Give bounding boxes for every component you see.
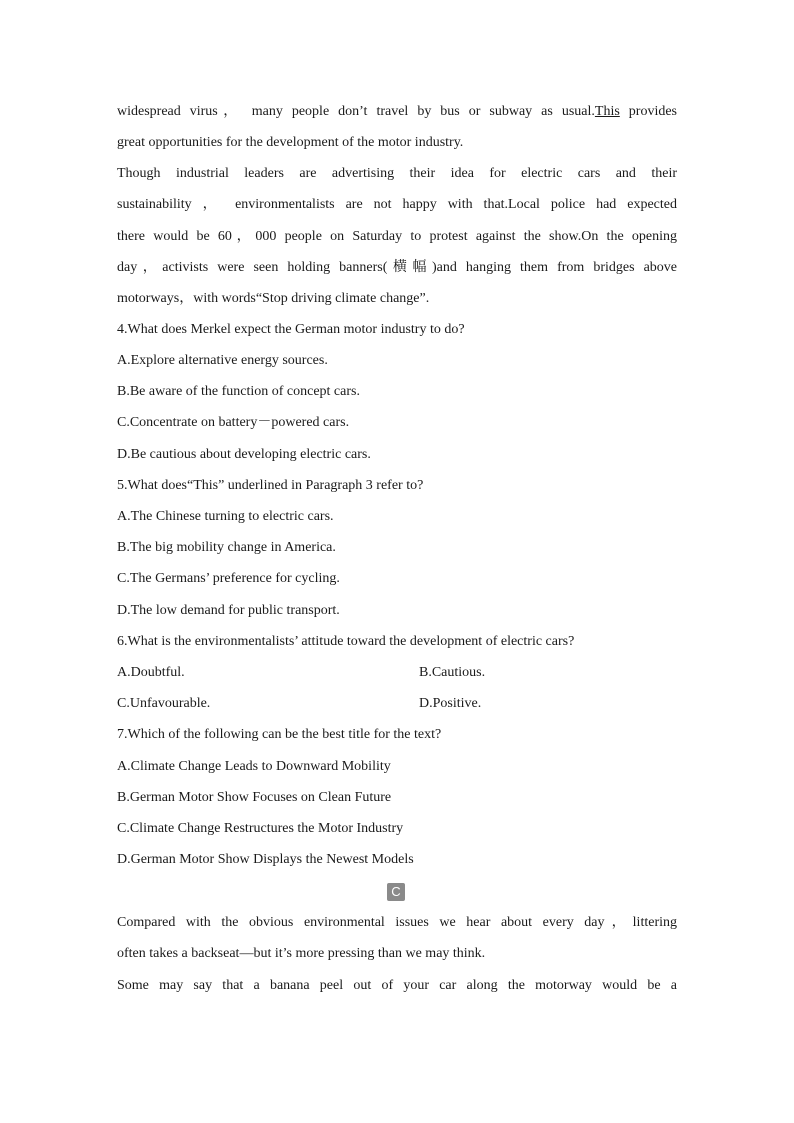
answer-option: C.Unfavourable. [117, 696, 211, 711]
passage-line: great opportunities for the development of the motor industry. [117, 135, 464, 150]
passage-line: motorways，with words“Stop driving climate change”. [117, 291, 430, 306]
passage-line: Though industrial leaders are advertising their idea for electric cars and their [117, 166, 677, 181]
question-stem: 7.Which of the following can be the best title for the text? [117, 727, 442, 742]
answer-option: D.The low demand for public transport. [117, 603, 340, 618]
answer-option: B.Cautious. [419, 665, 486, 680]
answer-option: A.Explore alternative energy sources. [117, 353, 328, 368]
question-stem: 6.What is the environmentalists’ attitude toward the development of electric cars? [117, 634, 575, 649]
passage-line: Some may say that a banana peel out of your car along the motorway would be a [117, 978, 677, 993]
answer-option: B.The big mobility change in America. [117, 540, 336, 555]
answer-option: D.Positive. [419, 696, 482, 711]
section-badge: C [387, 883, 405, 901]
answer-option: A.Climate Change Leads to Downward Mobility [117, 759, 391, 774]
passage-line: often takes a backseat—but it’s more pressing than we may think. [117, 946, 486, 961]
passage-line: there would be 60，000 people on Saturday to protest against the show.On the opening [117, 229, 677, 244]
passage-line [117, 102, 677, 122]
underlined-reference: This [594, 104, 620, 119]
passage-line: day，activists were seen holding banners(横幅)and hanging them from bridges above [117, 260, 677, 275]
question-stem: 5.What does“This” underlined in Paragraph 3 refer to? [117, 478, 424, 493]
passage-line: Compared with the obvious environmental issues we hear about every day，littering [117, 915, 677, 930]
answer-option: A.The Chinese turning to electric cars. [117, 509, 334, 524]
question-stem: 4.What does Merkel expect the German motor industry to do? [117, 322, 465, 337]
passage-line: sustainability ， environmentalists are not happy with that.Local police had expected [117, 197, 677, 212]
answer-option: C.The Germans’ preference for cycling. [117, 571, 340, 586]
answer-option: A.Doubtful. [117, 665, 185, 680]
passage-text: widespread virus， many people don’t travel by bus or subway as usual. [117, 104, 595, 119]
answer-option: B.German Motor Show Focuses on Clean Future [117, 790, 392, 805]
answer-option: D.Be cautious about developing electric cars. [117, 447, 371, 462]
passage-text: provides [619, 104, 678, 119]
answer-option: D.German Motor Show Displays the Newest Models [117, 852, 414, 867]
answer-option: C.Climate Change Restructures the Motor Industry [117, 821, 404, 836]
answer-option: B.Be aware of the function of concept cars. [117, 384, 360, 399]
answer-option: C.Concentrate on battery－powered cars. [117, 415, 350, 430]
